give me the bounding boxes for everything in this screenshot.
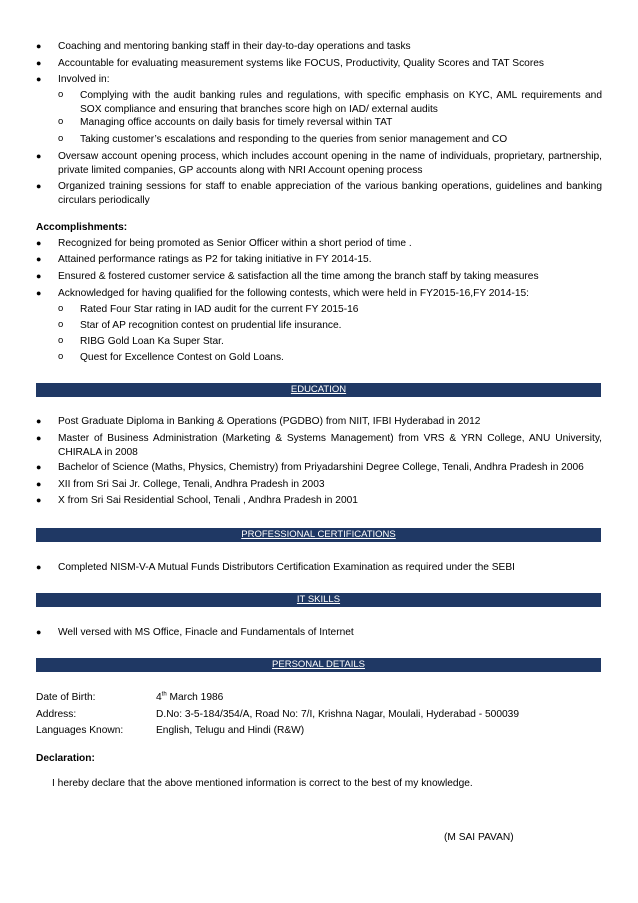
languages-label: Languages Known:: [36, 725, 124, 736]
experience-item: [36, 40, 602, 54]
dob-label: Date of Birth:: [36, 692, 96, 703]
bullet-icon: ●: [36, 181, 42, 191]
education-item: [36, 478, 602, 492]
dob-value: [156, 691, 223, 705]
bullet-icon: ●: [36, 462, 42, 472]
sub-bullet-icon: o: [58, 335, 64, 346]
it-skills-heading: IT SKILLS: [36, 593, 601, 607]
education-text: X from Sri Sai Residential School, Tenali , Andhra Pradesh in 2001: [58, 495, 358, 506]
experience-text: Involved in:: [58, 74, 110, 85]
experience-item: [36, 150, 602, 178]
bullet-icon: ●: [36, 74, 42, 84]
education-item: [36, 461, 602, 475]
contest-text: Rated Four Star rating in IAD audit for the current FY 2015-16: [80, 304, 359, 315]
contest-item: [58, 351, 602, 365]
dob-suffix: th: [161, 691, 167, 698]
accomplishment-text: Attained performance ratings as P2 for taking initiative in FY 2014-15.: [58, 254, 372, 265]
education-text: Master of Business Administration (Marketing & Systems Management) from VRS & YRN College, ANU University, CHIRALA in 2008: [58, 433, 602, 458]
education-text: XII from Sri Sai Jr. College, Tenali, Andhra Pradesh in 2003: [58, 479, 325, 490]
involved-sub-text: Complying with the audit banking rules and regulations, with specific emphasis on KYC, AML requirements and SOX compliance and ensuring that branches score high on IAD/ external audits: [80, 90, 602, 115]
experience-item: [36, 57, 602, 71]
experience-item: [36, 180, 602, 208]
involved-sub-item: [58, 116, 602, 130]
declaration-heading: Declaration:: [36, 753, 95, 764]
address-label: Address:: [36, 709, 77, 720]
accomplishment-item: [36, 237, 602, 251]
involved-sub-text: Taking customer’s escalations and responding to the queries from senior management and CO: [80, 134, 508, 145]
bullet-icon: ●: [36, 41, 42, 51]
contest-item: [58, 319, 602, 333]
involved-sub-item: [58, 89, 602, 117]
education-text: Post Graduate Diploma in Banking & Operations (PGDBO) from NIIT, IFBI Hyderabad in 2012: [58, 416, 481, 427]
contest-item: [58, 303, 602, 317]
bullet-icon: ●: [36, 151, 42, 161]
bullet-icon: ●: [36, 416, 42, 426]
sub-bullet-icon: o: [58, 319, 64, 330]
contest-text: RIBG Gold Loan Ka Super Star.: [80, 336, 224, 347]
bullet-icon: ●: [36, 58, 42, 68]
education-item: [36, 415, 602, 429]
accomplishments-heading: Accomplishments:: [36, 222, 128, 233]
bullet-icon: ●: [36, 238, 42, 248]
experience-item: [36, 73, 602, 87]
bullet-icon: ●: [36, 479, 42, 489]
sub-bullet-icon: o: [58, 303, 64, 314]
bullet-icon: ●: [36, 495, 42, 505]
bullet-icon: ●: [36, 271, 42, 281]
address-value: D.No: 3-5-184/354/A, Road No: 7/I, Krishna Nagar, Moulali, Hyderabad - 500039: [156, 709, 519, 720]
accomplishment-text: Acknowledged for having qualified for the following contests, which were held in FY2015-16,FY 2014-15:: [58, 288, 529, 299]
education-item: [36, 494, 602, 508]
accomplishment-item: [36, 287, 602, 301]
it-skill-item: [36, 626, 602, 640]
sub-bullet-icon: o: [58, 89, 64, 100]
experience-text: Oversaw account opening process, which includes account opening in the name of individuals, proprietary, partnership, private limited companies, GP accounts along with NRI Account opening process: [58, 151, 602, 176]
dob-day: 4: [156, 692, 162, 703]
experience-text: Accountable for evaluating measurement systems like FOCUS, Productivity, Quality Scores and TAT Scores: [58, 58, 544, 69]
accomplishment-text: Ensured & fostered customer service & satisfaction all the time among the branch staff by taking measures: [58, 271, 539, 282]
certifications-heading: PROFESSIONAL CERTIFICATIONS: [36, 528, 601, 542]
sub-bullet-icon: o: [58, 351, 64, 362]
bullet-icon: ●: [36, 288, 42, 298]
accomplishment-item: [36, 253, 602, 267]
bullet-icon: ●: [36, 433, 42, 443]
involved-sub-text: Managing office accounts on daily basis for timely reversal within TAT: [80, 117, 393, 128]
bullet-icon: ●: [36, 627, 42, 637]
education-heading: EDUCATION: [36, 383, 601, 397]
accomplishment-text: Recognized for being promoted as Senior Officer within a short period of time .: [58, 238, 412, 249]
education-text: Bachelor of Science (Maths, Physics, Chemistry) from Priyadarshini Degree College, Tenali, Andhra Pradesh in 2006: [58, 462, 584, 473]
bullet-icon: ●: [36, 254, 42, 264]
involved-sub-item: [58, 133, 602, 147]
languages-value: English, Telugu and Hindi (R&W): [156, 725, 305, 736]
dob-month-year: March 1986: [166, 692, 224, 703]
certification-text: Completed NISM-V-A Mutual Funds Distributors Certification Examination as required under the SEBI: [58, 562, 515, 573]
sub-bullet-icon: o: [58, 116, 64, 127]
it-skill-text: Well versed with MS Office, Finacle and Fundamentals of Internet: [58, 627, 354, 638]
experience-text: Coaching and mentoring banking staff in their day-to-day operations and tasks: [58, 41, 411, 52]
sub-bullet-icon: o: [58, 133, 64, 144]
accomplishment-item: [36, 270, 602, 284]
signature: (M SAI PAVAN): [444, 832, 514, 843]
experience-text: Organized training sessions for staff to enable appreciation of the various banking operations, guidelines and banking circulars periodically: [58, 181, 602, 206]
contest-text: Star of AP recognition contest on prudential life insurance.: [80, 320, 342, 331]
contest-item: [58, 335, 602, 349]
education-item: [36, 432, 602, 460]
certification-item: [36, 561, 602, 575]
personal-heading: PERSONAL DETAILS: [36, 658, 601, 672]
contest-text: Quest for Excellence Contest on Gold Loans.: [80, 352, 284, 363]
bullet-icon: ●: [36, 562, 42, 572]
declaration-text: I hereby declare that the above mentioned information is correct to the best of my knowledge.: [52, 778, 473, 789]
